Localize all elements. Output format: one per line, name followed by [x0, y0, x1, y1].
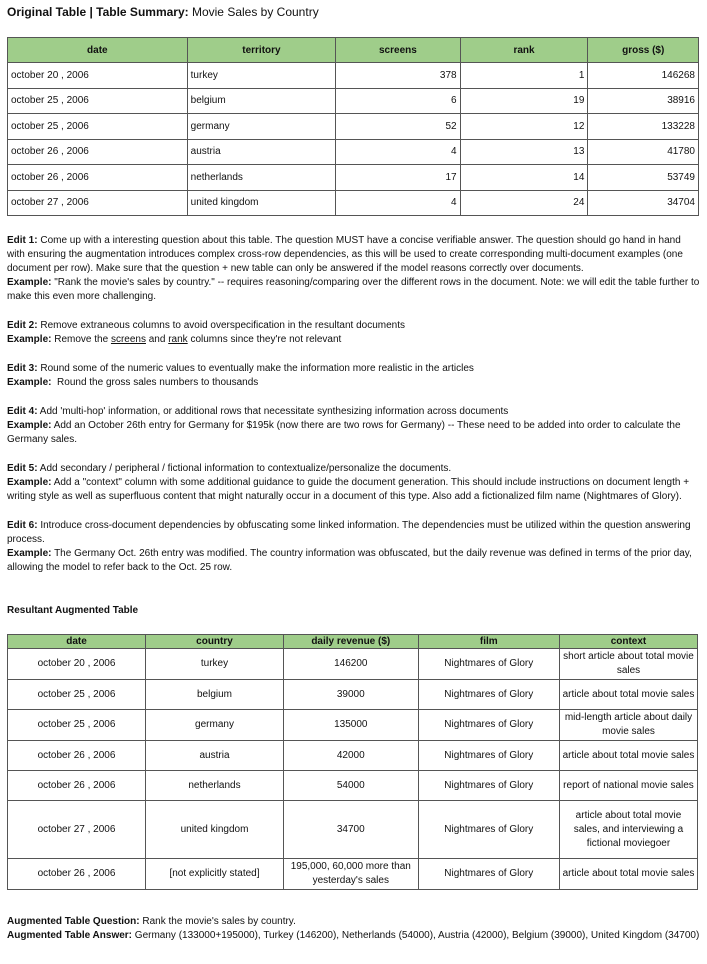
table-cell: 53749 [588, 165, 699, 191]
table-row [8, 771, 698, 801]
edit-4-example [7, 419, 701, 447]
table-cell: 52 [336, 114, 460, 140]
edit-6 [7, 519, 701, 547]
example-text: Add a "context" column with some additional guidance to guide the document generation. This should include instructions on document length + writing style as well as superfluous content that might naturally occur in a document of this type. Also add a fictionalized film name (Nightmares of Glory). [7, 477, 690, 502]
question-text: Rank the movie's sales by country. [142, 916, 296, 927]
example-text: "Rank the movie's sales by country." -- requires reasoning/comparing over the different rows in the document. Note: we will edit the table further to make this even more challenging. [7, 277, 700, 302]
column-header: daily revenue ($) [284, 635, 419, 649]
table-cell: 195,000, 60,000 more than yesterday's sales [284, 859, 419, 890]
edit-label: Edit 2: [7, 320, 38, 331]
table-cell: 146200 [284, 649, 419, 680]
table-cell: 1 [460, 63, 588, 89]
table-cell: germany [146, 710, 284, 741]
example-text: columns since they're not relevant [190, 334, 342, 345]
example-label: Example: [7, 334, 52, 345]
table-cell: october 25 , 2006 [8, 680, 146, 710]
edit-text: Round some of the numeric values to eventually make the information more realistic in the articles [40, 363, 474, 374]
edit-label: Edit 4: [7, 406, 38, 417]
edit-text: Come up with a interesting question about this table. The question MUST have a concise verifiable answer. The question should go hand in hand with ensuring the augmentation introduces complex cross-row dependencies, as this will be used to create corresponding multi-document examples (one document per row). Make sure that the question + new table can only be answered if the model reasons correctly over documents. [7, 235, 683, 274]
example-text: Add an October 26th entry for Germany for $195k (now there are two rows for Germany) -- These need to be added into order to calculate the Germany sales. [7, 420, 681, 445]
table-cell: october 26 , 2006 [8, 165, 188, 191]
example-text: Round the gross sales numbers to thousands [57, 377, 259, 388]
column-header: country [146, 635, 284, 649]
edit-text: Remove extraneous columns to avoid overspecification in the resultant documents [40, 320, 405, 331]
table-cell: united kingdom [187, 190, 336, 216]
table-cell: short article about total movie sales [559, 649, 697, 680]
edit-2 [7, 319, 701, 333]
edit-1-example [7, 276, 701, 304]
edit-text: Introduce cross-document dependencies by obfuscating some linked information. The dependencies must be utilized within the question answering process. [7, 520, 691, 545]
column-header: context [559, 635, 697, 649]
example-label: Example: [7, 548, 52, 559]
table-cell: october 20 , 2006 [8, 649, 146, 680]
augmented-answer [7, 929, 701, 943]
column-header: screens [336, 38, 460, 63]
answer-text: Germany (133000+195000), Turkey (146200), Netherlands (54000), Austria (42000), Belgium (39000), United Kingdom (34700) [134, 930, 700, 941]
table-cell: 14 [460, 165, 588, 191]
table-row [8, 649, 698, 680]
table-cell: article about total movie sales, and interviewing a fictional moviegoer [559, 801, 697, 859]
table-cell: october 26 , 2006 [8, 139, 188, 165]
edit-5 [7, 462, 701, 476]
underlined-term: rank [168, 334, 188, 345]
example-label: Example: [7, 377, 52, 388]
edit-6-example [7, 547, 701, 575]
table-cell: Nightmares of Glory [418, 680, 559, 710]
edit-2-example [7, 333, 701, 347]
augmented-question [7, 915, 701, 929]
table-cell: 12 [460, 114, 588, 140]
table-cell: 135000 [284, 710, 419, 741]
table-row [8, 190, 699, 216]
table-row [8, 741, 698, 771]
table-cell: article about total movie sales [559, 859, 697, 890]
edit-text: Add secondary / peripheral / fictional information to contextualize/personalize the documents. [39, 463, 452, 474]
edit-text: Add 'multi-hop' information, or additional rows that necessitate synthesizing information across documents [39, 406, 509, 417]
table-cell: 4 [336, 139, 460, 165]
table-cell: october 25 , 2006 [8, 114, 188, 140]
edit-3 [7, 362, 701, 376]
table-cell: austria [187, 139, 336, 165]
table-header-row [8, 635, 698, 649]
table-cell: october 26 , 2006 [8, 771, 146, 801]
table-cell: 42000 [284, 741, 419, 771]
edit-3-example [7, 376, 701, 390]
edit-4 [7, 405, 701, 419]
example-label: Example: [7, 277, 52, 288]
title-text: Movie Sales by Country [191, 5, 319, 19]
edit-label: Edit 5: [7, 463, 38, 474]
example-text: and [148, 334, 166, 345]
table-cell: october 27 , 2006 [8, 190, 188, 216]
table-cell: article about total movie sales [559, 741, 697, 771]
table-cell: turkey [146, 649, 284, 680]
table-cell: turkey [187, 63, 336, 89]
table-cell: Nightmares of Glory [418, 771, 559, 801]
table-cell: Nightmares of Glory [418, 801, 559, 859]
title-prefix: Original Table | Table Summary: [7, 5, 189, 19]
table-cell: Nightmares of Glory [418, 710, 559, 741]
underlined-term: screens [110, 334, 146, 345]
edit-label: Edit 3: [7, 363, 38, 374]
table-row [8, 710, 698, 741]
table-cell: 4 [336, 190, 460, 216]
table-cell: october 25 , 2006 [8, 710, 146, 741]
question-label: Augmented Table Question: [7, 916, 140, 927]
table-cell: 24 [460, 190, 588, 216]
table-cell: 41780 [588, 139, 699, 165]
table-cell: 146268 [588, 63, 699, 89]
column-header: film [418, 635, 559, 649]
table-cell: 34704 [588, 190, 699, 216]
column-header: territory [187, 38, 336, 63]
page-title [7, 5, 319, 19]
table-cell: 17 [336, 165, 460, 191]
augmented-table [7, 634, 698, 890]
example-label: Example: [7, 477, 52, 488]
table-cell: [not explicitly stated] [146, 859, 284, 890]
table-cell: october 27 , 2006 [8, 801, 146, 859]
table-row [8, 139, 699, 165]
table-cell: 39000 [284, 680, 419, 710]
question-answer [7, 915, 701, 943]
table-row [8, 63, 699, 89]
table-cell: belgium [187, 88, 336, 114]
table-cell: 13 [460, 139, 588, 165]
table-cell: germany [187, 114, 336, 140]
table-cell: united kingdom [146, 801, 284, 859]
table-cell: belgium [146, 680, 284, 710]
table-cell: october 26 , 2006 [8, 741, 146, 771]
table-row [8, 114, 699, 140]
table-cell: 378 [336, 63, 460, 89]
table-cell: october 25 , 2006 [8, 88, 188, 114]
column-header: gross ($) [588, 38, 699, 63]
table-cell: 19 [460, 88, 588, 114]
table-cell: netherlands [187, 165, 336, 191]
table-cell: Nightmares of Glory [418, 741, 559, 771]
table-cell: 38916 [588, 88, 699, 114]
table-cell: 54000 [284, 771, 419, 801]
table-cell: article about total movie sales [559, 680, 697, 710]
table-cell: 6 [336, 88, 460, 114]
table-row [8, 801, 698, 859]
table-cell: austria [146, 741, 284, 771]
edit-1 [7, 234, 701, 276]
edit-label: Edit 1: [7, 235, 38, 246]
column-header: rank [460, 38, 588, 63]
table-cell: 133228 [588, 114, 699, 140]
column-header: date [8, 38, 188, 63]
table-cell: netherlands [146, 771, 284, 801]
table-row [8, 165, 699, 191]
table-cell: 34700 [284, 801, 419, 859]
table-row [8, 88, 699, 114]
edit-label: Edit 6: [7, 520, 38, 531]
edit-instructions [7, 234, 701, 575]
example-text: Remove the [54, 334, 109, 345]
table-cell: october 26 , 2006 [8, 859, 146, 890]
example-text: The Germany Oct. 26th entry was modified. The country information was obfuscated, but the daily revenue was defined in terms of the prior day, allowing the model to refer back to the Oct. 25 row. [7, 548, 692, 573]
edit-5-example [7, 476, 701, 504]
table-cell: Nightmares of Glory [418, 649, 559, 680]
table-cell: Nightmares of Glory [418, 859, 559, 890]
table-cell: report of national movie sales [559, 771, 697, 801]
example-label: Example: [7, 420, 52, 431]
table-row [8, 859, 698, 890]
table-cell: october 20 , 2006 [8, 63, 188, 89]
table-cell: mid-length article about daily movie sales [559, 710, 697, 741]
answer-label: Augmented Table Answer: [7, 930, 133, 941]
table-header-row [8, 38, 699, 63]
resultant-table-title: Resultant Augmented Table [7, 605, 139, 616]
original-table [7, 37, 699, 216]
column-header: date [8, 635, 146, 649]
table-row [8, 680, 698, 710]
